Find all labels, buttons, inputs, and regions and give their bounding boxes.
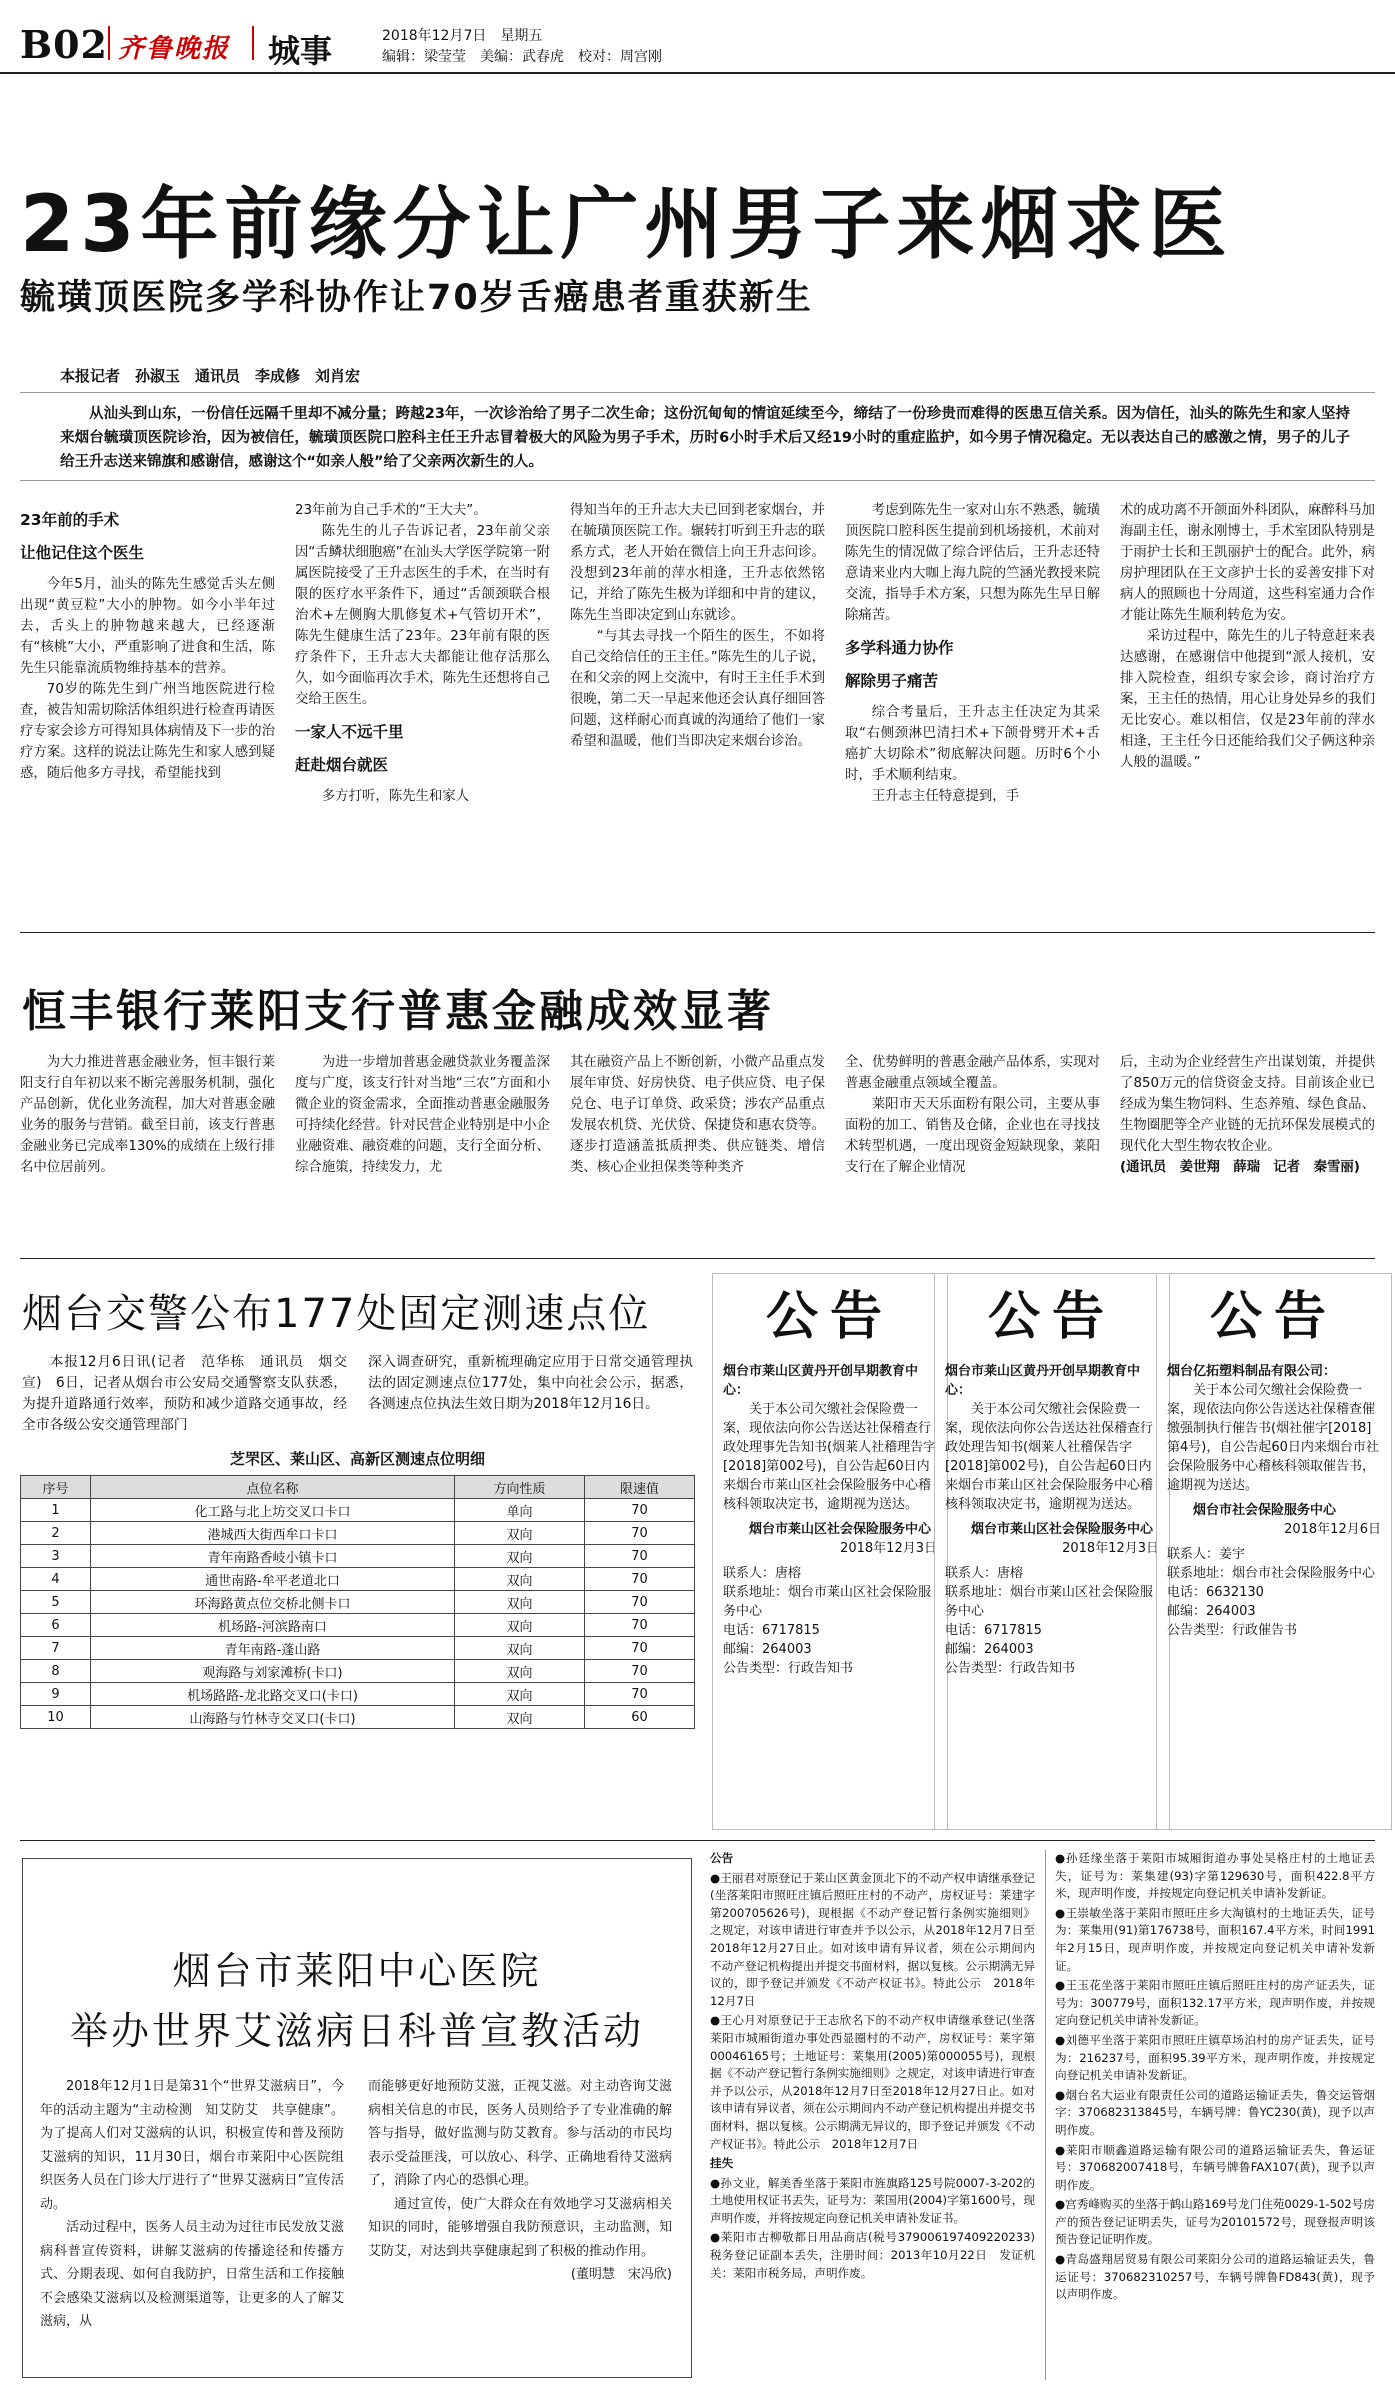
notice-addressee: 烟台市莱山区黄丹开创早期教育中心：	[723, 1364, 919, 1398]
story1-subtitle: 毓璜顶医院多学科协作让70岁舌癌患者重获新生	[20, 278, 813, 318]
classified-entry: ●宫秀峰购买的坐落于鹤山路169号龙门住苑0029-1-502号房产的预告登记证明丢失，证号为20101572号，现登报声明该预告登记证明作废。	[1055, 2197, 1375, 2247]
table-cell: 机场路路-龙北路交叉口(卡口)	[91, 1683, 455, 1706]
story1-lead: 从汕头到山东，一份信任远隔千里却不减分量；跨越23年，一次诊治给了男子二次生命；这份沉甸甸的情谊延续至今，缔结了一份珍贵而难得的医患互信关系。因为信任，汕头的陈先生和家人坚持来烟台毓璜顶医院诊治，因为被信任，毓璜顶医院口腔科主任王升志冒着极大的风险为男子手术，历时6小时手术后又经19小时的重症监护，如今男子情况稳定。无以表达自己的感激之情，男子的儿子给王升志送来锦旗和感谢信，感谢这个“如亲人般”给了父亲两次新生的人。	[60, 406, 1350, 470]
byline: (通讯员 姜世翔 薛瑞 记者 秦雪丽)	[1120, 1160, 1360, 1175]
classified-heading: 挂失	[710, 2156, 734, 2171]
story3-right-text: 深入调查研究，重新梳理确定应用于日常交通管理执法的固定测速点位177处，集中向社会公示，据悉，各测速点位执法生效日期为2018年12月16日。	[368, 1354, 693, 1412]
table-cell: 双向	[455, 1637, 585, 1660]
notice-body	[1167, 1362, 1381, 1640]
story3-title: 烟台交警公布177处固定测速点位	[22, 1291, 651, 1337]
paragraph: 而能够更好地预防艾滋，正视艾滋。对主动咨询艾滋病相关信息的市民，医务人员则给予了专业准确的解答与指导，做好监测与防艾教育。参与活动的市民均表示受益匪浅，可以放心、科学、正确地看待艾滋病了，消除了内心的恐惧心理。	[368, 2079, 672, 2188]
story4-title-2: 举办世界艾滋病日科普宣教活动	[69, 2009, 644, 2053]
table-cell: 70	[585, 1637, 695, 1660]
classifieds-divider	[1045, 1850, 1046, 2380]
subhead: 让他记住这个医生	[20, 544, 145, 562]
table-cell: 10	[21, 1706, 91, 1729]
paragraph: 多方打听，陈先生和家人	[321, 789, 470, 804]
story1-col-1	[20, 500, 275, 920]
paragraph: 采访过程中，陈先生的儿子特意赶来表达感谢，在感谢信中他提到“派人接机，安排入院检查，组织专家会诊，商讨治疗方案，王主任的热情，用心让身处异乡的我们无比安心。难以相信，仅是23年前的萍水相逢，王主任今日还能给我们父子俩这种亲人般的温暖。”	[1120, 629, 1375, 770]
table-cell: 双向	[455, 1568, 585, 1591]
paragraph: 为进一步增加普惠金融贷款业务覆盖深度与广度，该支行针对当地“三农”方面和小微企业的资金需求，全面推动普惠金融服务可持续化经营。针对民营企业特别是中小企业融资难、融资难的问题，支行全面分析、综合施策，持续发力，尤	[295, 1055, 550, 1175]
lead-top-rule	[20, 392, 1375, 393]
table-cell: 5	[21, 1591, 91, 1614]
issue-date: 2018年12月7日 星期五	[382, 28, 543, 44]
paragraph: 术的成功离不开颌面外科团队，麻醉科马加海副主任，谢永刚博士，手术室团队特别是于雨护士长和王凯丽护士的配合。此外，病房护理团队在王文彦护士长的妥善安排下对病人的照顾也十分周道，这些科室通力合作才能让陈先生顺利转危为安。	[1120, 503, 1375, 623]
table-cell: 单向	[455, 1499, 585, 1522]
section-rule	[20, 1258, 1375, 1259]
table-cell: 双向	[455, 1683, 585, 1706]
classified-entry: ●王丽君对原登记于莱山区黄金顶北下的不动产权申请继承登记(坐落莱阳市照旺庄镇后照旺庄村的不动产，房权证号：莱建字第200705626号)，现根据《不动产登记暂行条例实施细则》之规定，对该申请进行审查并予以公示，从2018年12月7日至2018年12月27日止。如对该申请有异议者，须在公示期间内不动产登记机构提出并提交书面材料，据以复核。公示期满无异议的，即予登记并颁发《不动产权证书》。特此公示 2018年12月7日	[710, 1870, 1035, 2008]
table-cell: 70	[585, 1614, 695, 1637]
table-cell: 70	[585, 1568, 695, 1591]
paragraph: 23年前为自己手术的“王大夫”。	[295, 503, 487, 518]
story4-title-1: 烟台市莱阳中心医院	[172, 1949, 542, 1993]
story1-body	[20, 500, 1375, 920]
table-cell: 青年南路香岐小镇卡口	[91, 1545, 455, 1568]
byline: (董明慧 宋冯欣)	[570, 2267, 672, 2282]
story1-col-4	[845, 500, 1100, 920]
table-cell: 70	[585, 1499, 695, 1522]
notice-phone: 电话：6717815	[723, 1623, 820, 1638]
classified-entry: ●王玉花坐落于莱阳市照旺庄镇后照旺庄村的房产证丢失，证号为：300779号，面积132.17平方米，现声明作废，并按规定向登记机关申请补发新证。	[1055, 1978, 1375, 2028]
paragraph: 70岁的陈先生到广州当地医院进行检查，被告知需切除活体组织进行检查再请医疗专家会诊方可得知具体病情及下一步的治疗方案。这样的说法让陈先生和家人感到疑惑，随后他多方寻找，希望能找到	[20, 682, 275, 781]
classified-entry: ●孙廷缘坐落于莱阳市城厢街道办事处吴格庄村的土地证丢失，证号为：莱集建(93)字第129630号，面积422.8平方米，现声明作废，并按规定向登记机关申请补发新证。	[1055, 1851, 1375, 1901]
table-cell: 9	[21, 1683, 91, 1706]
paragraph: 莱阳市天天乐面粉有限公司，主要从事面粉的加工、销售及仓储，企业也在寻找技术转型机遇，一度出现资金短缺现象，莱阳支行在了解企业情况	[845, 1097, 1100, 1175]
paragraph: 考虑到陈先生一家对山东不熟悉，毓璜顶医院口腔科医生提前到机场接机，术前对陈先生的情况做了综合评估后，王升志还特意请来业内大咖上海九院的竺涵光教授来院交流，指导手术方案，只想为陈先生早日解除痛苦。	[845, 503, 1100, 623]
table-cell: 观海路与刘家滩桥(卡口)	[91, 1660, 455, 1683]
table-row	[21, 1614, 695, 1637]
table-row	[21, 1545, 695, 1568]
story2-col-4	[845, 1052, 1100, 1252]
page-number: B02	[20, 22, 108, 67]
classified-entry: ●莱阳市古柳敬都日用品商店(税号379006197409220233)税务登记证副本丢失，注册时间：2013年10月22日 发证机关：莱阳市税务局，声明作废。	[710, 2230, 1035, 2280]
table-cell: 70	[585, 1522, 695, 1545]
subhead: 一家人不远千里	[295, 723, 404, 741]
story1-col-2	[295, 500, 550, 920]
classified-entry: ●青岛盛翔居贸易有限公司莱阳分公司的道路运输证丢失，鲁运证号：370682310257号，车辆号牌鲁FD843(黄)，现予以声明作废。	[1055, 2252, 1375, 2302]
table-cell: 双向	[455, 1706, 585, 1729]
lead-bottom-rule	[20, 480, 1375, 481]
paragraph: 活动过程中，医务人员主动为过往市民发放艾滋病科普宣传资料，讲解艾滋病的传播途径和传播方式、分期表现、如何自我防护，日常生活和工作接触不会感染艾滋病以及检测渠道等，让更多的人了解艾滋病，从	[40, 2220, 344, 2329]
notice-type: 公告类型：行政告知书	[945, 1661, 1076, 1676]
table-cell: 通世南路-牟平老道北口	[91, 1568, 455, 1591]
subhead: 23年前的手术	[20, 511, 120, 529]
classified-entry: ●王心月对原登记于王志欣名下的不动产权申请继承登记(坐落莱阳市城厢街道办事处西显圈村的不动产，房权证号：莱字第00046165号；土地证号：莱集用(2005)第000055号)，现根据《不动产登记暂行条例实施细则》之规定，对该申请进行审查并予以公示，从2018年12月7日至2018年12月27日止。如对该申请有异议者，须在公示期间内不动产登记机构提出并提交书面材料，据以复核。公示期满无异议的，即予登记并颁发《不动产权证书》。特此公示 2018年12月7日	[710, 2013, 1035, 2151]
table-cell: 6	[21, 1614, 91, 1637]
classified-entry: ●刘德平坐落于莱阳市照旺庄镇草场泊村的房产证丢失，证号为：216237号，面积95.39平方米，现声明作废，并按规定向登记机关申请补发新证。	[1055, 2032, 1375, 2083]
table-row	[21, 1591, 695, 1614]
paragraph: 后，主动为企业经营生产出谋划策，并提供了850万元的信贷资金支持。目前该企业已经成为集生物饲料、生态养殖、绿色食品、生物圈肥等全产业链的无抗环保发展模式的现代化大型生物农牧企业。	[1120, 1055, 1375, 1154]
table-cell: 8	[21, 1660, 91, 1683]
notice-contact: 联系人：唐榕	[945, 1566, 1024, 1581]
table-cell: 7	[21, 1637, 91, 1660]
story2-col-2	[295, 1052, 550, 1252]
table-cell: 双向	[455, 1591, 585, 1614]
table-cell: 70	[585, 1660, 695, 1683]
paragraph: 今年5月，汕头的陈先生感觉舌头左侧出现“黄豆粒”大小的肿物。如今小半年过去，舌头上的肿物越来越大，已经逐渐有“核桃”大小，严重影响了进食和生活，陈先生只能靠流质物维持基本的营养。	[20, 577, 275, 676]
notice-type: 公告类型：行政催告书	[1167, 1623, 1298, 1638]
classifieds-left	[710, 1850, 1035, 2380]
paragraph: 得知当年的王升志大夫已回到老家烟台，并在毓璜顶医院工作。辗转打听到王升志的联系方式，老人开始在微信上向王升志问诊。没想到23年前的萍水相逢，王升志依然铭记，并给了陈先生极为详细和中肯的建议，陈先生当即决定到山东就诊。	[570, 503, 825, 623]
notice-address: 联系地址：烟台市莱山区社会保险服务中心	[723, 1585, 932, 1619]
paragraph: 其在融资产品上不断创新，小微产品重点发展年审贷、好房快贷、电子供应贷、电子保兑仓、电子订单贷、政采贷；涉农产品重点发展农机贷、光伏贷、保捷贷和惠农贷等。逐步打造涵盖抵质押类、供应链类、增信类、核心企业担保类等种类齐	[570, 1055, 825, 1175]
notice-box	[712, 1273, 948, 1830]
table-cell: 1	[21, 1499, 91, 1522]
notice-title: 公告	[1209, 1287, 1338, 1347]
table-row	[21, 1499, 695, 1522]
notice-date: 2018年12月3日	[1062, 1541, 1159, 1556]
table-cell: 60	[585, 1706, 695, 1729]
notice-phone: 电话：6632130	[1167, 1585, 1264, 1600]
column-header: 限速值	[585, 1476, 695, 1499]
story2-col-1	[20, 1052, 275, 1252]
story2-col-3	[570, 1052, 825, 1252]
story1-byline: 本报记者 孙淑玉 通讯员 李成修 刘肖宏	[60, 367, 361, 385]
notice-title: 公告	[765, 1287, 894, 1347]
notice-zip: 邮编：264003	[945, 1642, 1034, 1657]
notice-text: 关于本公司欠缴社会保险费一案，现依法向你公告送达社保稽查催缴强制执行催告书(烟社催字[2018]第4号)，自公告起60日内来烟台市社会保险服务中心稽核科领取催告书，逾期视为送达。	[1167, 1383, 1379, 1493]
notice-box	[1156, 1273, 1392, 1830]
table-cell: 双向	[455, 1614, 585, 1637]
story4-col-1	[40, 2075, 344, 2365]
classifieds-right	[1055, 1850, 1375, 2380]
notice-addressee: 烟台亿拓塑料制品有限公司：	[1167, 1364, 1337, 1379]
table-row	[21, 1660, 695, 1683]
paragraph: 陈先生的儿子告诉记者，23年前父亲因“舌鳞状细胞癌”在汕头大学医学院第一附属医院接受了王升志医生的手术，在当时有限的医疗水平条件下，通过“舌颌颈联合根治术+左侧胸大肌修复术+气管切开术”，陈先生健康生活了23年。23年前有限的医疗条件下，王升志大夫都能让他存活那么久，如今面临再次手术，陈先生还想将自己交给王医生。	[295, 524, 550, 707]
story2-title: 恒丰银行莱阳支行普惠金融成效显著	[22, 986, 774, 1037]
paragraph: 为大力推进普惠金融业务，恒丰银行莱阳支行自年初以来不断完善服务机制，强化产品创新，优化业务流程，加大对普惠金融业务的服务与营销。截至目前，该支行普惠金融业务已完成率130%的成绩在上级行排名中位居前列。	[20, 1055, 275, 1175]
editor-credits: 编辑：梁莹莹 美编：武春虎 校对：周宫刚	[382, 49, 662, 65]
subhead: 解除男子痛苦	[845, 672, 939, 690]
story2-body	[20, 1052, 1375, 1252]
story1-col-5	[1120, 500, 1375, 920]
table-cell: 青年南路-蓬山路	[91, 1637, 455, 1660]
column-header: 点位名称	[91, 1476, 455, 1499]
table-cell: 70	[585, 1683, 695, 1706]
story4-body	[40, 2075, 672, 2365]
notice-contact: 联系人：姜宇	[1167, 1547, 1246, 1562]
speed-table	[20, 1475, 695, 1729]
notice-zip: 邮编：264003	[1167, 1604, 1256, 1619]
notice-type: 公告类型：行政告知书	[723, 1661, 854, 1676]
notice-box	[934, 1273, 1170, 1830]
classified-entry: ●王崇敏坐落于莱阳市照旺庄乡大淘镇村的土地证丢失，证号为：莱集用(91)第176738号，面积167.4平方米，时间1991年2月15日，现声明作废，并按规定向登记机关申请补发新证。	[1055, 1905, 1375, 1973]
paragraph: “与其去寻找一个陌生的医生，不如将自己交给信任的王主任。”陈先生的儿子说，在和父亲的网上交流中，有时王主任手术到很晚，第二天一早起来他还会认真仔细回答问题，这样耐心而真诚的沟通给了他们一家希望和温暖，他们当即决定来烟台诊治。	[570, 629, 825, 749]
table-cell: 港城西大街西牟口卡口	[91, 1522, 455, 1545]
table-cell: 双向	[455, 1660, 585, 1683]
classified-entry: ●烟台名大运业有限责任公司的道路运输证丢失，鲁交运管烟字：370682313845号，车辆号牌：鲁YC230(黄)，现予以声明作废。	[1055, 2087, 1375, 2137]
column-header: 方向性质	[455, 1476, 585, 1499]
notice-date: 2018年12月3日	[840, 1541, 937, 1556]
story2-col-5	[1120, 1052, 1375, 1252]
classified-heading: 公告	[710, 1851, 734, 1865]
notice-body	[945, 1362, 1159, 1678]
table-row	[21, 1706, 695, 1729]
notice-contact: 联系人：唐榕	[723, 1566, 802, 1581]
notice-signature: 烟台市莱山区社会保险服务中心	[749, 1522, 932, 1537]
header-divider-2	[252, 26, 254, 60]
paper-logo: 齐鲁晚报	[118, 34, 231, 64]
story1-col-3	[570, 500, 825, 920]
table-cell: 环海路黄点位交桥北侧卡口	[91, 1591, 455, 1614]
paragraph: 全、优势鲜明的普惠金融产品体系，实现对普惠金融重点领域全覆盖。	[845, 1055, 1100, 1091]
notice-address: 联系地址：烟台市莱山区社会保险服务中心	[945, 1585, 1154, 1619]
table-cell: 70	[585, 1591, 695, 1614]
classified-entry: ●孙文业，解美香坐落于莱阳市旌旗路125号院0007-3-202的土地使用权证书丢失，证号为：莱国用(2004)字第1600号，现声明作废，并将按规定向登记机关申请补发证书。	[710, 2175, 1035, 2225]
story4-col-2	[368, 2075, 672, 2365]
notice-address: 联系地址：烟台市社会保险服务中心	[1167, 1566, 1376, 1581]
paragraph: 王升志主任特意提到，手	[871, 789, 1020, 804]
table-row	[21, 1683, 695, 1706]
speed-table-body	[21, 1499, 695, 1729]
story1-title: 23年前缘分让广州男子来烟求医	[20, 180, 1233, 270]
classified-entry: ●莱阳市顺鑫道路运输有限公司的道路运输证丢失，鲁运证号：370682007418号，车辆号牌鲁FAX107(黄)，现予以声明作废。	[1055, 2142, 1375, 2192]
paragraph: 综合考量后，王升志主任决定为其采取“右侧颈淋巴清扫术+下颌骨劈开术+舌癌扩大切除术”彻底解决问题。历时6个小时，手术顺利结束。	[845, 705, 1100, 783]
table-cell: 70	[585, 1545, 695, 1568]
table-cell: 双向	[455, 1545, 585, 1568]
table-row	[21, 1522, 695, 1545]
section-name: 城事	[268, 32, 333, 70]
notice-title: 公告	[987, 1287, 1116, 1347]
notice-signature: 烟台市莱山区社会保险服务中心	[971, 1522, 1154, 1537]
table-cell: 3	[21, 1545, 91, 1568]
notice-addressee: 烟台市莱山区黄丹开创早期教育中心：	[945, 1364, 1141, 1398]
speed-table-wrap	[20, 1475, 695, 1729]
table-cell: 化工路与北上坊交叉口卡口	[91, 1499, 455, 1522]
table-row	[21, 1637, 695, 1660]
header-divider-1	[108, 26, 110, 60]
table-row	[21, 1568, 695, 1591]
notice-text: 关于本公司欠缴社会保险费一案，现依法向你公告送达社保稽查行政处理事先告知书(烟莱人社稽理告字[2018]第002号)，自公告起60日内来烟台市莱山区社会保险服务中心稽核科领取决定书，逾期视为送达。	[723, 1402, 937, 1512]
header-rule	[0, 72, 1395, 74]
subhead: 多学科通力协作	[845, 639, 954, 657]
notice-signature: 烟台市社会保险服务中心	[1193, 1503, 1337, 1518]
section-rule	[20, 932, 1375, 933]
paragraph: 通过宣传，使广大群众在有效地学习艾滋病相关知识的同时，能够增强自我防预意识，主动监测，知艾防艾，对达到共享健康起到了积极的推动作用。	[368, 2196, 672, 2259]
table-header-row	[21, 1476, 695, 1499]
table-cell: 双向	[455, 1522, 585, 1545]
notice-phone: 电话：6717815	[945, 1623, 1042, 1638]
table-cell: 机场路-河滨路南口	[91, 1614, 455, 1637]
subhead: 赶赴烟台就医	[295, 756, 389, 774]
notice-body	[723, 1362, 937, 1678]
column-header: 序号	[21, 1476, 91, 1499]
table-cell: 2	[21, 1522, 91, 1545]
notice-date: 2018年12月6日	[1284, 1522, 1381, 1537]
notice-zip: 邮编：264003	[723, 1642, 812, 1657]
speed-table-title: 芝罘区、莱山区、高新区测速点位明细	[229, 1450, 485, 1468]
section-rule	[20, 1840, 1375, 1841]
page-header	[0, 0, 1395, 70]
table-cell: 4	[21, 1568, 91, 1591]
story3-left-text: 本报12月6日讯(记者 范华栋 通讯员 烟交宣) 6日，记者从烟台市公安局交通警察支队获悉，为提升道路通行效率，预防和减少道路交通事故，经全市各级公安交通管理部门	[22, 1354, 347, 1433]
notice-text: 关于本公司欠缴社会保险费一案，现依法向你公告送达社保稽查行政处理告知书(烟莱人社稽保告字[2018]第002号)，自公告起60日内来烟台市莱山区社会保险服务中心稽核科领取决定书，逾期视为送达。	[945, 1402, 1154, 1512]
table-cell: 山海路与竹林寺交叉口(卡口)	[91, 1706, 455, 1729]
paragraph: 2018年12月1日是第31个“世界艾滋病日”，今年的活动主题为“主动检测 知艾防艾 共享健康”。为了提高人们对艾滋病的认识，积极宣传和普及预防艾滋病的知识，11月30日，烟台市莱阳中心医院组织医务人员在门诊大厅进行了“世界艾滋病日”宣传活动。	[40, 2079, 344, 2212]
